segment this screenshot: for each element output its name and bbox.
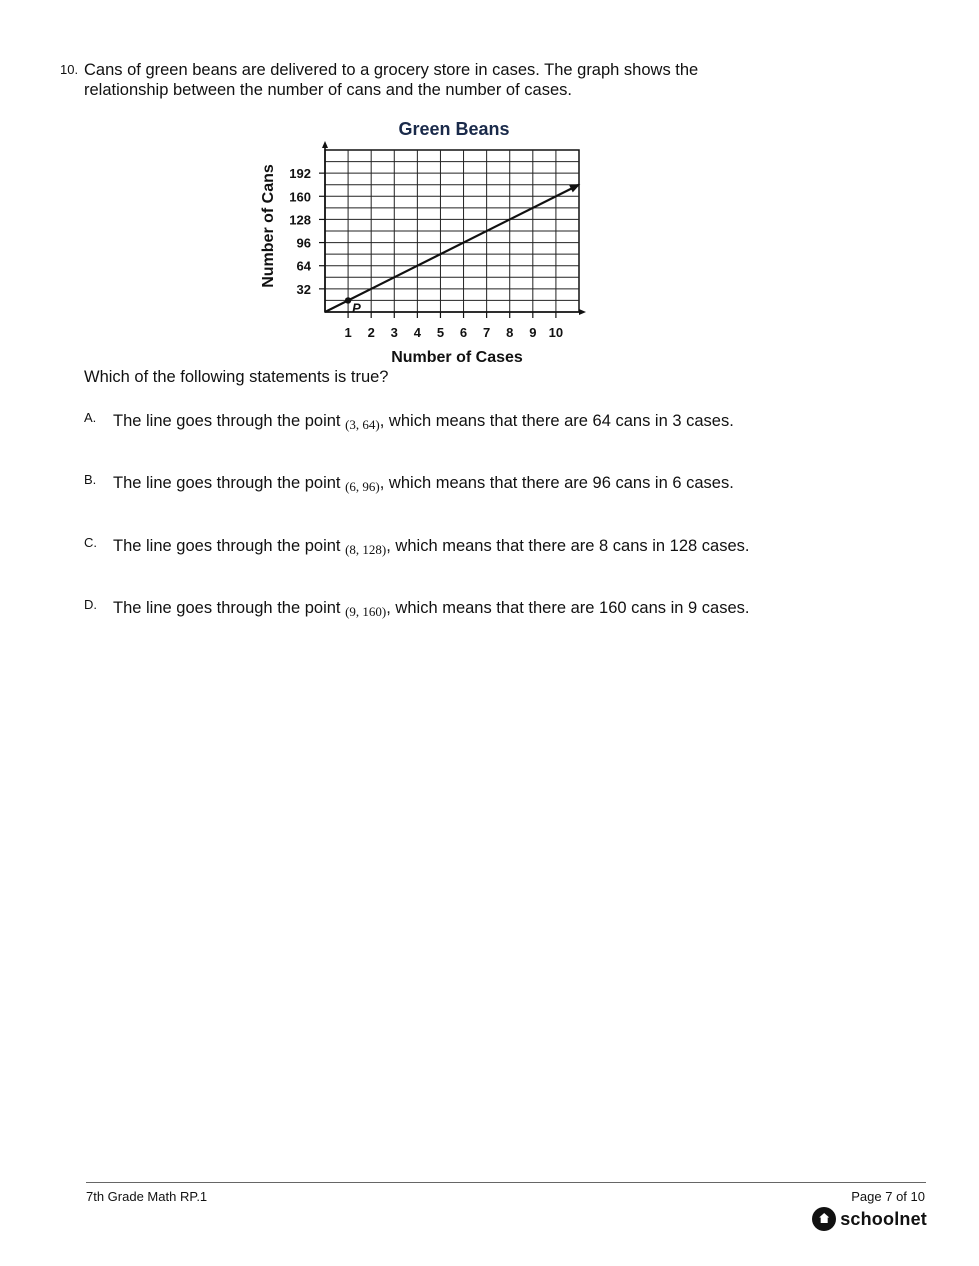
brand-name: schoolnet bbox=[840, 1208, 927, 1229]
x-tick-label: 6 bbox=[459, 325, 468, 340]
footer-divider bbox=[86, 1182, 926, 1183]
option-c-text: The line goes through the point (8, 128), which means that there are 8 cans in 128 cases. bbox=[113, 537, 750, 557]
y-tick-label: 64 bbox=[296, 258, 311, 274]
x-tick-label: 4 bbox=[413, 325, 421, 340]
option-c-point: (8, 128) bbox=[345, 542, 387, 557]
option-b-letter: B. bbox=[84, 472, 97, 487]
schoolnet-logo-icon bbox=[812, 1207, 836, 1231]
green-beans-chart bbox=[250, 112, 610, 372]
chart-title: Green Beans bbox=[398, 119, 510, 139]
x-axis-label: Number of Cases bbox=[391, 349, 523, 366]
question-text: Cans of green beans are delivered to a grocery store in cases. The graph shows the relationship between the number of cans and the number of cases. bbox=[84, 61, 699, 99]
chart-svg bbox=[250, 112, 610, 372]
brand-logo bbox=[812, 1205, 927, 1233]
y-tick-label: 160 bbox=[289, 189, 311, 205]
point-p-marker bbox=[345, 297, 351, 303]
option-b-text: The line goes through the point (6, 96), which means that there are 96 cans in 6 cases. bbox=[113, 474, 734, 494]
option-a-point: (3, 64) bbox=[345, 417, 380, 432]
x-tick-label: 5 bbox=[436, 325, 445, 340]
option-d-point: (9, 160) bbox=[345, 604, 387, 619]
y-tick-label: 192 bbox=[289, 166, 311, 182]
option-a-text: The line goes through the point (3, 64), which means that there are 64 cans in 3 cases. bbox=[113, 412, 734, 432]
footer-page-number: Page 7 of 10 bbox=[851, 1189, 925, 1204]
y-tick-label: 128 bbox=[289, 212, 311, 228]
option-d-letter: D. bbox=[84, 597, 97, 612]
x-axis-arrow bbox=[579, 309, 586, 315]
x-tick-label: 1 bbox=[344, 325, 352, 340]
x-tick-label: 10 bbox=[548, 325, 564, 340]
series-line bbox=[325, 185, 579, 312]
option-c-letter: C. bbox=[84, 535, 97, 550]
y-axis-arrow bbox=[322, 141, 328, 148]
option-a[interactable] bbox=[84, 408, 764, 460]
option-b[interactable] bbox=[84, 470, 764, 522]
question-number: 10. bbox=[60, 62, 79, 77]
option-b-point: (6, 96) bbox=[345, 479, 380, 494]
x-tick-label: 3 bbox=[390, 325, 398, 340]
x-tick-label: 7 bbox=[483, 325, 491, 340]
question-prompt: Which of the following statements is true? bbox=[84, 368, 389, 386]
x-tick-label: 2 bbox=[367, 325, 375, 340]
y-tick-label: 96 bbox=[296, 235, 311, 251]
point-p-label: P bbox=[352, 300, 361, 316]
footer-course: 7th Grade Math RP.1 bbox=[86, 1189, 208, 1204]
option-c[interactable] bbox=[84, 533, 764, 585]
y-axis-label: Number of Cans bbox=[260, 164, 277, 288]
option-d-text: The line goes through the point (9, 160), which means that there are 160 cans in 9 cases. bbox=[113, 599, 750, 619]
option-d[interactable] bbox=[84, 595, 764, 647]
y-tick-label: 32 bbox=[296, 281, 311, 297]
x-tick-label: 9 bbox=[529, 325, 537, 340]
option-a-letter: A. bbox=[84, 410, 97, 425]
x-tick-label: 8 bbox=[506, 325, 514, 340]
